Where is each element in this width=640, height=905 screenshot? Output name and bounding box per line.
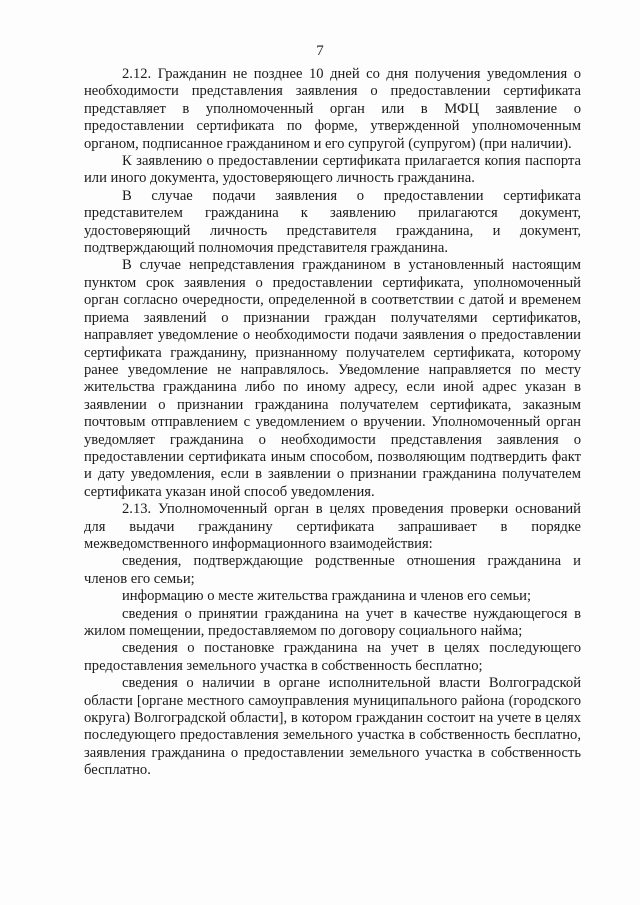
paragraph-authority-application: сведения о наличии в органе исполнительной власти Волгоградской области [органе местного самоуправления муниципального района (городского округа) Волгоградской области], в котором гражданин состоит на учете в целях последующего предоставления земельного участка в собственность бесплатно, заявления гражданина о предоставлении земельного участка в собственность бесплатно. bbox=[84, 675, 581, 779]
paragraph-family-relations: сведения, подтверждающие родственные отношения гражданина и членов его семьи; bbox=[84, 553, 581, 587]
paragraph-housing-registration: сведения о принятии гражданина на учет в качестве нуждающегося в жилом помещении, предоставляемом по договору социального найма; bbox=[84, 605, 581, 639]
document-body bbox=[84, 66, 581, 780]
paragraph-residence-info: информацию о месте жительства гражданина и членов его семьи; bbox=[122, 588, 532, 605]
paragraph-representative: В случае подачи заявления о предоставлении сертификата представителем гражданина к заявлению прилагаются документ, удостоверяющий личность представителя гражданина, и документ, подтверждающий полномочия представителя гражданина. bbox=[84, 187, 581, 257]
page-number: 7 bbox=[316, 43, 324, 59]
paragraph-2-12: 2.12. Гражданин не позднее 10 дней со дня получения уведомления о необходимости представления заявления о предоставлении сертификата представляет в уполномоченный орган или в МФЦ заявление о предоставлении сертификата по форме, утвержденной уполномоченным органом, подписанное гражданином и его супругой (супругом) (при наличии). bbox=[84, 66, 581, 152]
paragraph-non-submission: В случае непредставления гражданином в установленный настоящим пунктом срок заявления о предоставлении сертификата, уполномоченный орган согласно очередности, определенной в соответствии с датой и временем приема заявлений о признании граждан получателями сертификатов, направляет уведомление о необходимости подачи заявления о предоставлении сертификата гражданину, признанному получателем сертификата, которому ранее уведомление не направлялось. Уведомление направляется по месту жительства гражданина либо по иному адресу, если иной адрес указан в заявлении о признании гражданина получателем сертификата, заказным почтовым отправлением с уведомлением о вручении. Уполномоченный орган уведомляет гражданина о необходимости представления заявления о предоставлении сертификата иным способом, позволяющим подтвердить факт и дату уведомления, если в заявлении о признании гражданина получателем сертификата указан иной способ уведомления. bbox=[84, 257, 581, 500]
paragraph-2-13: 2.13. Уполномоченный орган в целях проведения проверки оснований для выдачи гражданину сертификата запрашивает в порядке межведомственного информационного взаимодействия: bbox=[84, 501, 581, 552]
paragraph-land-registration: сведения о постановке гражданина на учет в целях последующего предоставления земельного участка в собственность бесплатно; bbox=[84, 640, 581, 674]
paragraph-passport-copy: К заявлению о предоставлении сертификата прилагается копия паспорта или иного документа, удостоверяющего личность гражданина. bbox=[84, 153, 581, 187]
